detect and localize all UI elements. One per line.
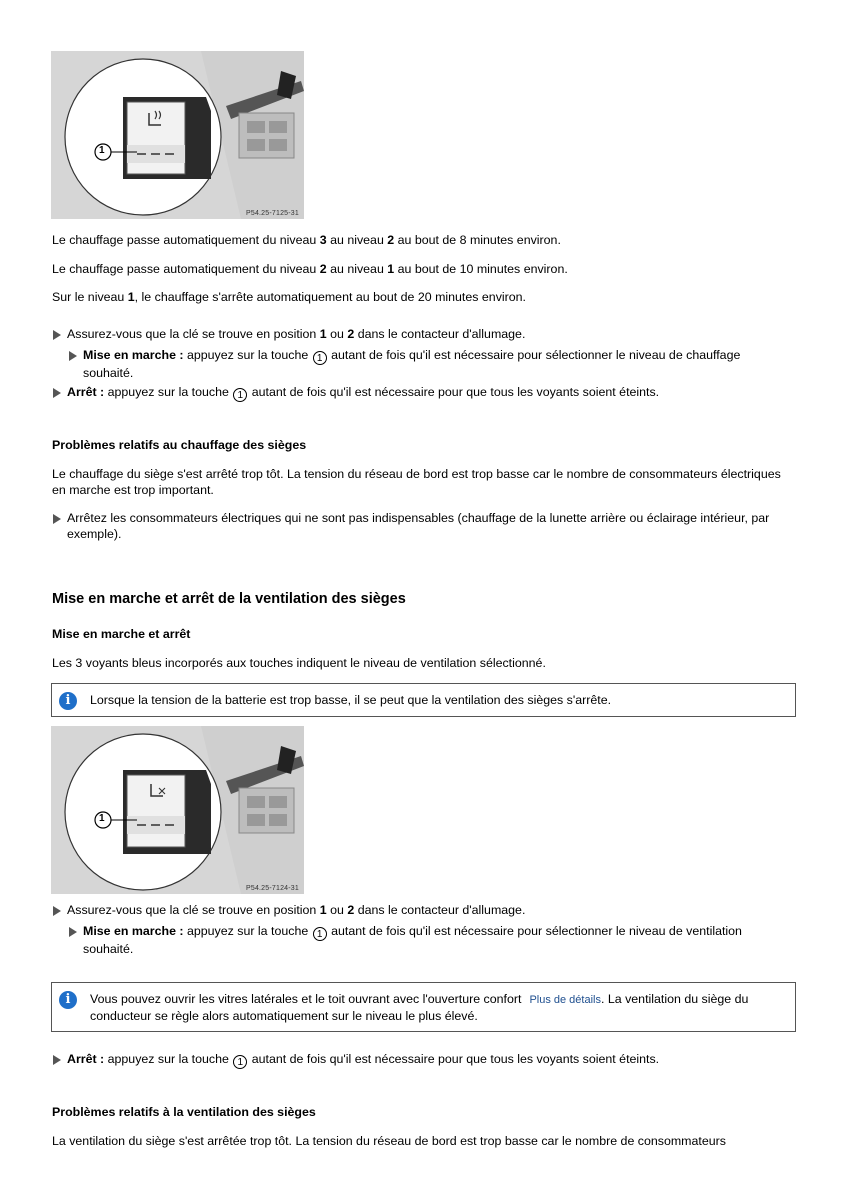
step-item: Mise en marche : appuyez sur la touche 1 autant de fois qu'il est nécessaire pour sélectionner le niveau de ventilation souhaité. <box>83 924 742 956</box>
section-heading: Problèmes relatifs au chauffage des sièges <box>52 438 307 452</box>
section-heading: Mise en marche et arrêt <box>52 627 191 641</box>
button-1-icon: 1 <box>233 1055 247 1069</box>
section-heading: Problèmes relatifs à la ventilation des sièges <box>52 1105 316 1119</box>
door-panel-illustration <box>51 51 304 219</box>
seat-ventilation-figure <box>51 726 304 894</box>
info-icon: i <box>59 991 77 1009</box>
bullet-arrow-icon <box>53 906 61 916</box>
info-box <box>51 683 796 717</box>
button-1-icon: 1 <box>313 351 327 365</box>
figure-callout: 1 <box>99 813 105 824</box>
step-item: Assurez-vous que la clé se trouve en position 1 ou 2 dans le contacteur d'allumage. <box>67 327 526 341</box>
bullet-arrow-icon <box>69 927 77 937</box>
step-item: Mise en marche : appuyez sur la touche 1 autant de fois qu'il est nécessaire pour sélectionner le niveau de chauffage souhaité. <box>83 348 741 380</box>
heating-paragraph: Le chauffage passe automatiquement du niveau 3 au niveau 2 au bout de 8 minutes environ. <box>52 233 561 247</box>
bullet-arrow-icon <box>53 1055 61 1065</box>
step-item: Arrêt : appuyez sur la touche 1 autant de fois qu'il est nécessaire pour que tous les voyants soient éteints. <box>67 385 660 401</box>
more-details-link[interactable]: Plus de détails <box>529 994 601 1006</box>
info-box <box>51 982 796 1032</box>
figure-callout: 1 <box>99 145 105 156</box>
figure-caption: P54.25-7124-31 <box>245 885 299 892</box>
ventilation-paragraph: Les 3 voyants bleus incorporés aux touches indiquent le niveau de ventilation sélectionné. <box>52 656 546 670</box>
info-text: Lorsque la tension de la batterie est trop basse, il se peut que la ventilation des sièges s'arrête. <box>90 693 612 707</box>
button-1-icon: 1 <box>313 927 327 941</box>
problem-paragraph: Le chauffage du siège s'est arrêté trop tôt. La tension du réseau de bord est trop basse car le nombre de consommateurs électriques en marche est trop important. <box>52 467 781 497</box>
button-1-icon: 1 <box>233 388 247 402</box>
bullet-arrow-icon <box>53 514 61 524</box>
bullet-arrow-icon <box>53 330 61 340</box>
info-text: Vous pouvez ouvrir les vitres latérales et le toit ouvrant avec l'ouverture confort Plus de détails. La ventilation du siège du conducteur se règle alors automatiquement sur le niveau le plus élevé. <box>90 992 749 1023</box>
bullet-arrow-icon <box>69 351 77 361</box>
step-item: Arrêt : appuyez sur la touche 1 autant de fois qu'il est nécessaire pour que tous les voyants soient éteints. <box>67 1052 660 1068</box>
problem-paragraph: La ventilation du siège s'est arrêtée trop tôt. La tension du réseau de bord est trop basse car le nombre de consommateurs <box>52 1134 726 1148</box>
seat-heating-figure <box>51 51 304 219</box>
info-icon: i <box>59 692 77 710</box>
heating-paragraph: Le chauffage passe automatiquement du niveau 2 au niveau 1 au bout de 10 minutes environ. <box>52 262 568 276</box>
figure-caption: P54.25-7125-31 <box>245 210 299 217</box>
bullet-arrow-icon <box>53 388 61 398</box>
step-item: Arrêtez les consommateurs électriques qui ne sont pas indispensables (chauffage de la lunette arrière ou éclairage intérieur, par exemple). <box>67 511 770 541</box>
door-panel-illustration <box>51 726 304 894</box>
step-item: Assurez-vous que la clé se trouve en position 1 ou 2 dans le contacteur d'allumage. <box>67 903 526 917</box>
section-title: Mise en marche et arrêt de la ventilation des sièges <box>52 591 406 607</box>
heating-paragraph: Sur le niveau 1, le chauffage s'arrête automatiquement au bout de 20 minutes environ. <box>52 290 526 304</box>
